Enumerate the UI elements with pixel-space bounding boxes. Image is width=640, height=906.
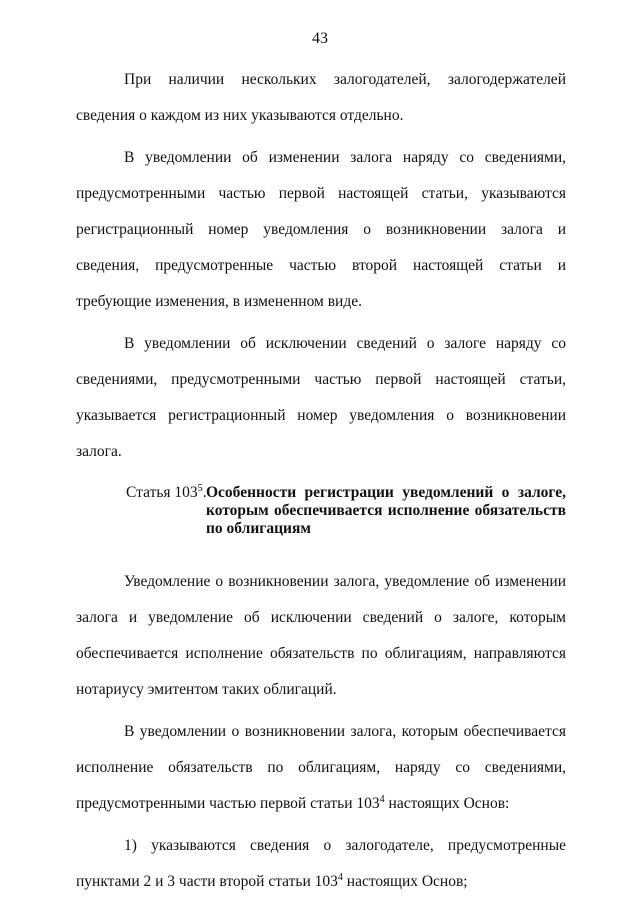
paragraph-bond-notices: Уведомление о возникновении залога, уведомление об изменении залога и уведомление об исключении сведений о залоге, которым обеспечивается исполнение обязательств по облигациям, направляются нотариусу эмитентом таких облигаций.	[76, 573, 566, 698]
paragraph-change-notice: В уведомлении об изменении залога наряду со сведениями, предусмотренными частью первой настоящей статьи, указываются регистрационный номер уведомления о возникновении залога и сведения, предусмотренные частью второй настоящей статьи и требующие изменения, в измененном виде.	[76, 149, 566, 310]
paragraph-multiple-pledgers: При наличии нескольких залогодателей, залогодержателей сведения о каждом из них указываются отдельно.	[76, 71, 566, 124]
paragraph-bond-pledge-content: В уведомлении о возникновении залога, которым обеспечивается исполнение обязательств по облигациям, наряду со сведениями, предусмотренными частью первой статьи $103^4$ настоящих Основ:	[76, 723, 566, 812]
article-number: Статья $103^5$.	[126, 482, 207, 501]
page-number: 43	[312, 30, 328, 47]
article-title: Особенности регистрации уведомлений о залоге, которым обеспечивается исполнение обязательств по облигациям	[206, 484, 566, 537]
paragraph-item-1: 1) указываются сведения о залогодателе, предусмотренные пунктами 2 и 3 части второй статьи $103^4$ настоящих Основ;	[76, 837, 566, 890]
document-body	[76, 62, 566, 906]
article-heading	[76, 484, 566, 538]
paragraph-exclusion-notice: В уведомлении об исключении сведений о залоге наряду со сведениями, предусмотренными частью первой настоящей статьи, указывается регистрационный номер уведомления о возникновении залога.	[76, 335, 566, 460]
